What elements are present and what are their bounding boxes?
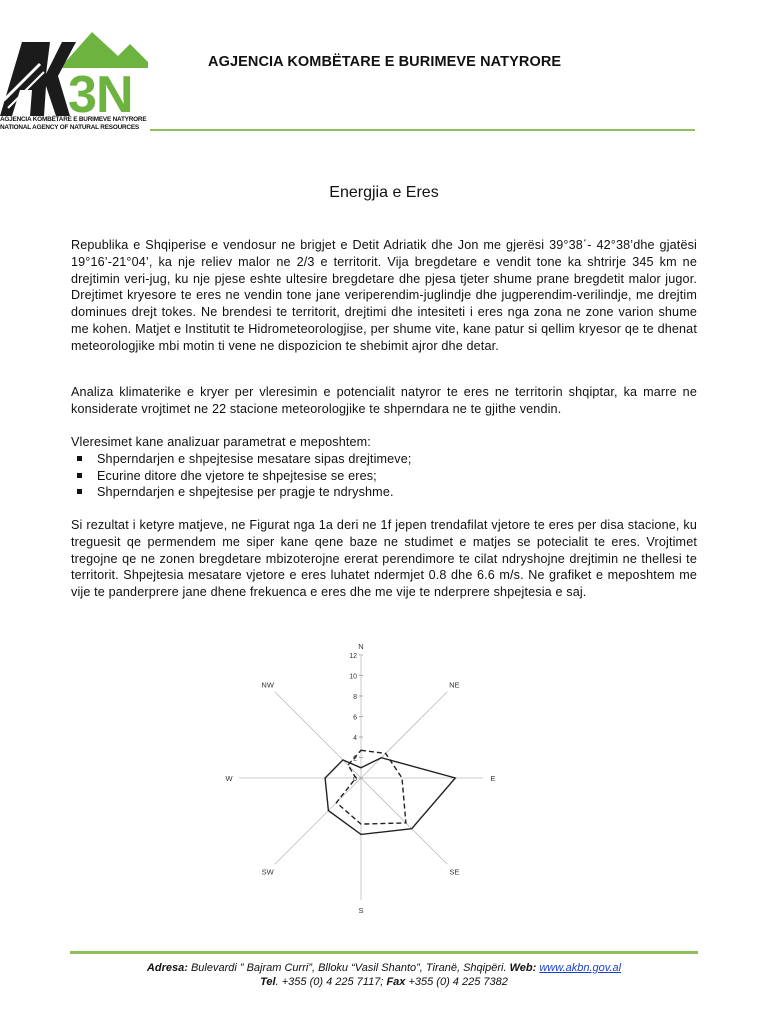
axis-sw bbox=[275, 778, 361, 864]
direction-label: SW bbox=[261, 867, 274, 877]
direction-label: W bbox=[225, 774, 233, 783]
tick-label: 10 bbox=[349, 673, 357, 681]
paragraph-1 bbox=[71, 237, 697, 355]
list-item: Shperndarjen e shpejtesise per pragje te ndryshme. bbox=[71, 484, 697, 501]
tick-label: 0 bbox=[353, 776, 357, 783]
footer bbox=[0, 961, 768, 989]
web-label: Web bbox=[509, 962, 533, 974]
axis-ne bbox=[361, 692, 447, 778]
tel-number: . +355 (0) 4 225 7117; bbox=[275, 976, 384, 988]
fax-label: Fax bbox=[386, 976, 406, 988]
tick-label: 4 bbox=[353, 735, 357, 742]
logo-caption-line1: AGJENCIA KOMBËTARE E BURIMEVE NATYRORE bbox=[0, 116, 147, 123]
direction-label: E bbox=[490, 774, 496, 783]
paragraph-2 bbox=[71, 384, 697, 418]
direction-label: S bbox=[358, 906, 364, 915]
axis-se bbox=[361, 778, 447, 864]
logo-caption bbox=[0, 116, 146, 132]
website-link[interactable]: www.akbn.gov.al bbox=[539, 962, 622, 974]
paragraph-4 bbox=[71, 517, 697, 601]
list-item: Shperndarjen e shpejtesise mesatare sipas drejtimeve; bbox=[71, 451, 697, 468]
tel-label: Tel bbox=[260, 976, 276, 988]
direction-label: N bbox=[358, 642, 364, 651]
logo-caption-line2: NATIONAL AGENCY OF NATURAL RESOURCES bbox=[0, 124, 139, 131]
svg-text:3: 3 bbox=[68, 66, 97, 124]
tick-label: 2 bbox=[353, 755, 357, 763]
footer-contact-line bbox=[0, 975, 768, 989]
paragraph-2-text: Analiza klimaterike e kryer per vleresimin e potencialit natyror te eres ne territorin shqiptar, ka marre ne konsiderate vrojtimet ne 22 stacione meteorologjike te shperndara ne te gjithe vendin. bbox=[71, 385, 697, 416]
svg-text:N: N bbox=[96, 66, 134, 124]
logo-graphic bbox=[0, 28, 150, 124]
parameters-list bbox=[71, 451, 697, 501]
footer-address-line: Adresa: Bulevardi ” Bajram Curri”, Blloku “Vasil Shanto”, Tiranë, Shqipëri. Web: www.akbn.gov.al bbox=[146, 962, 622, 974]
address-label: Adresa: bbox=[146, 962, 188, 974]
axis-nw bbox=[275, 692, 361, 778]
agency-title: AGJENCIA KOMBËTARE E BURIMEVE NATYRORE bbox=[208, 54, 562, 70]
header-divider bbox=[150, 129, 695, 131]
fax-number: +355 (0) 4 225 7382 bbox=[405, 976, 508, 988]
parameters-intro: Vleresimet kane analizuar parametrat e meposhtem: bbox=[71, 435, 371, 449]
list-item: Ecurine ditore dhe vjetore te shpejtesise se eres; bbox=[71, 468, 697, 485]
parameters-section bbox=[71, 434, 697, 501]
direction-label: SE bbox=[449, 867, 460, 877]
direction-label: NE bbox=[449, 680, 460, 690]
tick-label: 8 bbox=[353, 694, 357, 701]
paragraph-1-text: Republika e Shqiperise e vendosur ne brigjet e Detit Adriatik dhe Jon me gjerësi 39°38΄- 42°38’dhe gjatësi 19°16’-21°04’, ka nje reliev malor ne 2/3 e territorit. Vija bregdetare e vendit tone ka shtrirje 345 km ne drejtimin veri-jug, ku nje pjese eshte ultesire bregdetare dhe pjesa tjeter shume prane bregdetit malor jugor. Drejtimet kryesore te eres ne vendin tone jane veriperendim-juglindje dhe jugperendim-verilindje, me drejtim dominues drejt tokes. Ne brendesi te territorit, drejtimi dhe intesiteti i eres nga zona ne zone varion shume me kohen. Matjet e Institutit te Hidrometeorologjise, per shume vite, kane patur si qellim kryesor qe te dhenat meteorologjike mbi motin ti vene ne dispozicion te shebimit ajror dhe detar. bbox=[71, 238, 697, 353]
tick-label: 6 bbox=[353, 714, 357, 722]
wind-rose-chart bbox=[225, 632, 508, 922]
document-title: Energjia e Eres bbox=[329, 184, 439, 201]
footer-divider bbox=[70, 951, 698, 954]
paragraph-4-text: Si rezultat i ketyre matjeve, ne Figurat nga 1a deri ne 1f jepen trendafilat vjetore te eres per disa stacione, ku treguesit qe permendem me siper kane qene baze ne studimet e matjes se potecialit te eres. Vrojtimet tregojne qe ne zonen bregdetare mbizoterojne ererat perendimore te cilat ndryshojne drejtimin ne thellesi te territorit. Shpejtesia mesatare vjetore e eres luhatet ndermjet 0.8 dhe 6.6 m/s. Ne grafiket e meposhtem me vije te panderprere jane dhene frekuenca e eres dhe me vije te nderprere shpejtesia e saj. bbox=[71, 518, 697, 600]
address-text: Bulevardi ” Bajram Curri”, Blloku “Vasil Shanto”, Tiranë, Shqipëri. bbox=[190, 962, 507, 974]
tick-label: 12 bbox=[349, 653, 357, 660]
direction-label: NW bbox=[261, 680, 274, 690]
